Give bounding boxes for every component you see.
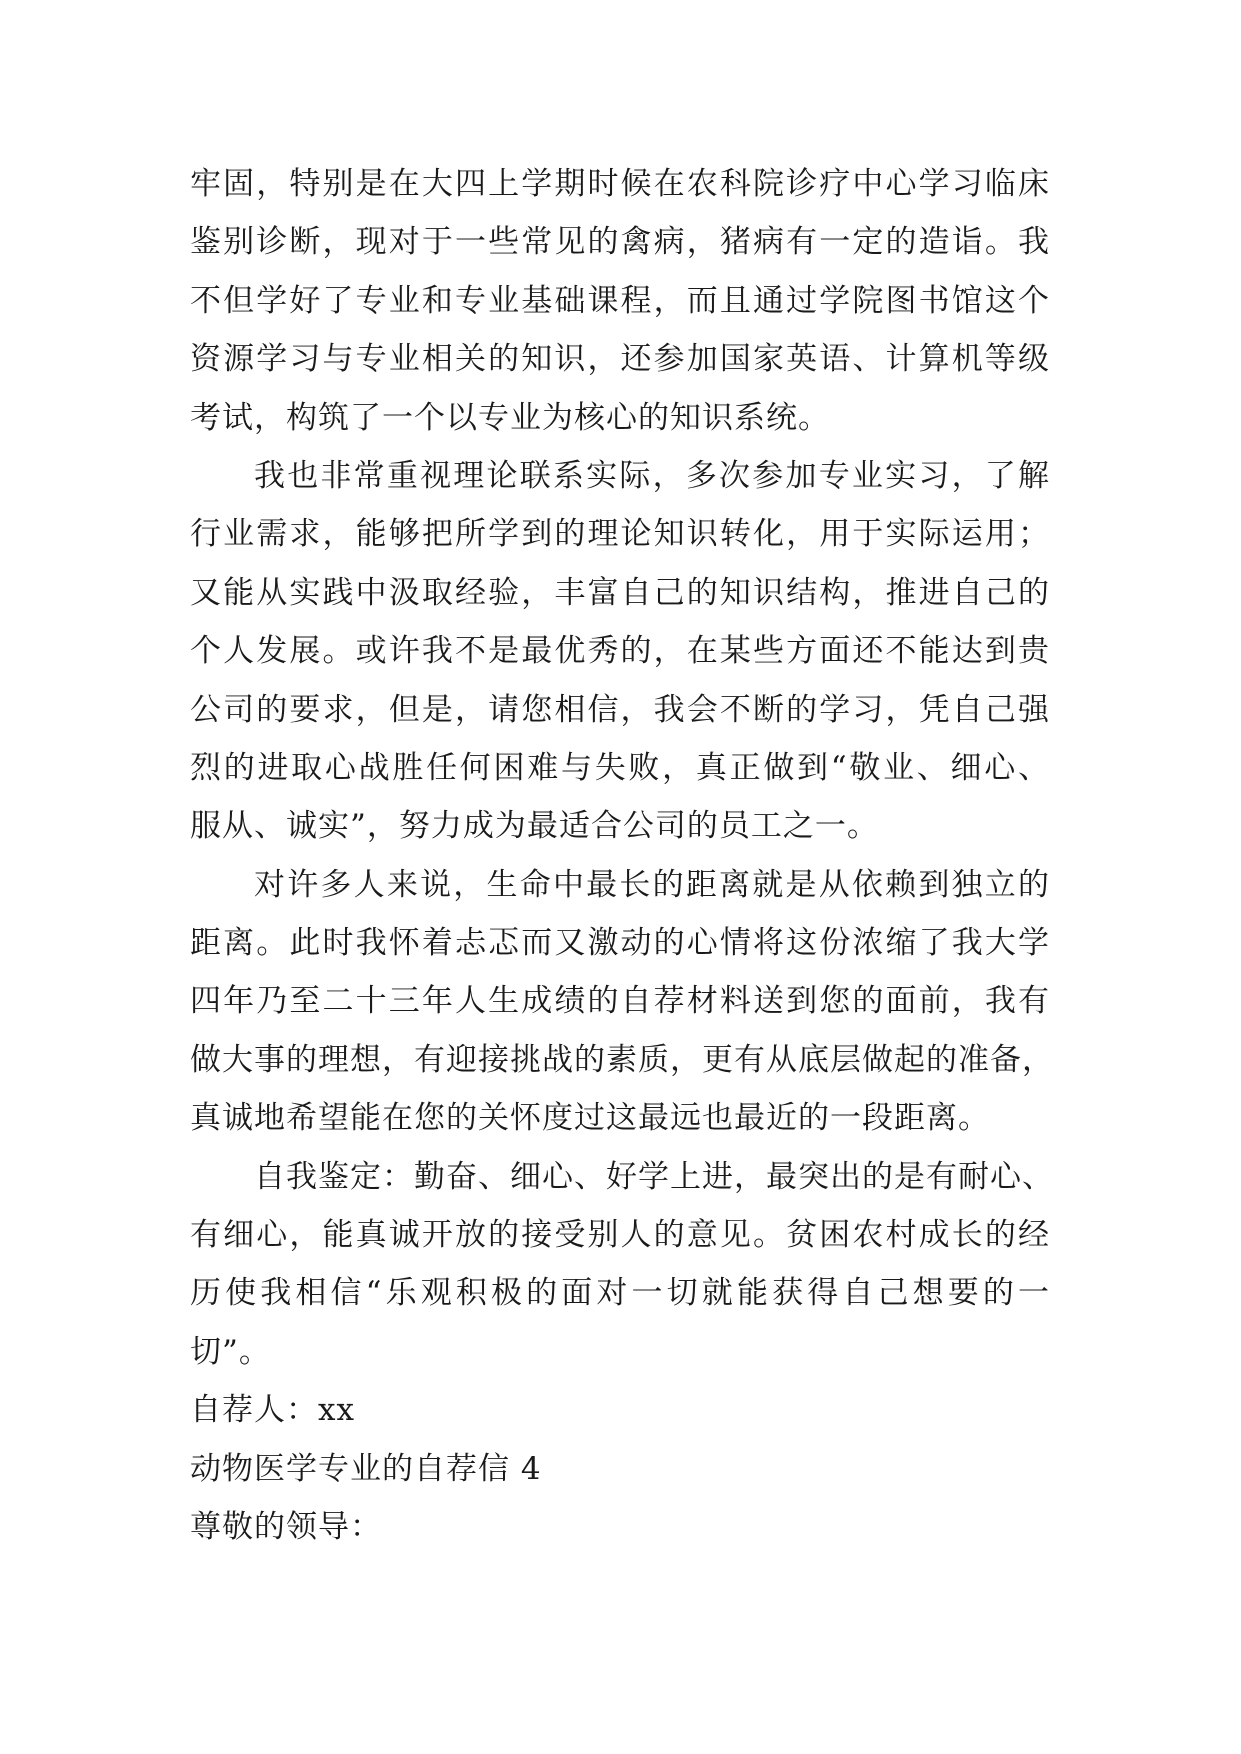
body-line: 公司的要求，但是，请您相信，我会不断的学习，凭自己强 [190, 691, 1050, 728]
document-page [190, 155, 1054, 1556]
salutation-line: 尊敬的领导： [190, 1508, 382, 1545]
body-line: 鉴别诊断，现对于一些常见的禽病，猪病有一定的造诣。我 [190, 224, 1050, 261]
paragraph-start-line: 我也非常重视理论联系实际，多次参加专业实习，了解 [254, 457, 1050, 494]
signature-line: 自荐人：xx [190, 1392, 355, 1429]
body-line: 切”。 [190, 1333, 271, 1370]
body-line: 四年乃至二十三年人生成绩的自荐材料送到您的面前，我有 [190, 983, 1050, 1020]
body-line: 行业需求，能够把所学到的理论知识转化，用于实际运用； [190, 516, 1050, 553]
paragraph-start-line: 对许多人来说，生命中最长的距离就是从依赖到独立的 [254, 866, 1050, 903]
body-line: 服从、诚实”，努力成为最适合公司的员工之一。 [190, 808, 879, 845]
body-line: 距离。此时我怀着忐忑而又激动的心情将这份浓缩了我大学 [190, 925, 1050, 962]
paragraph-start-line: 自我鉴定：勤奋、细心、好学上进，最突出的是有耐心、 [254, 1158, 1054, 1195]
body-line: 做大事的理想，有迎接挑战的素质，更有从底层做起的准备， [190, 1041, 1054, 1078]
body-line: 有细心，能真诚开放的接受别人的意见。贫困农村成长的经 [190, 1217, 1050, 1254]
body-line: 真诚地希望能在您的关怀度过这最远也最近的一段距离。 [190, 1100, 990, 1137]
body-line: 个人发展。或许我不是最优秀的，在某些方面还不能达到贵 [190, 633, 1050, 670]
body-line: 历使我相信“乐观积极的面对一切就能获得自己想要的一 [190, 1275, 1050, 1312]
body-line: 资源学习与专业相关的知识，还参加国家英语、计算机等级 [190, 341, 1050, 378]
body-line: 牢固，特别是在大四上学期时候在农科院诊疗中心学习临床 [190, 166, 1050, 202]
body-line: 不但学好了专业和专业基础课程，而且通过学院图书馆这个 [190, 282, 1050, 319]
body-line: 烈的进取心战胜任何困难与失败，真正做到“敬业、细心、 [190, 749, 1050, 786]
body-line: 考试，构筑了一个以专业为核心的知识系统。 [190, 399, 830, 436]
body-line: 又能从实践中汲取经验，丰富自己的知识结构，推进自己的 [190, 574, 1050, 611]
section-heading: 动物医学专业的自荐信 4 [190, 1450, 542, 1487]
